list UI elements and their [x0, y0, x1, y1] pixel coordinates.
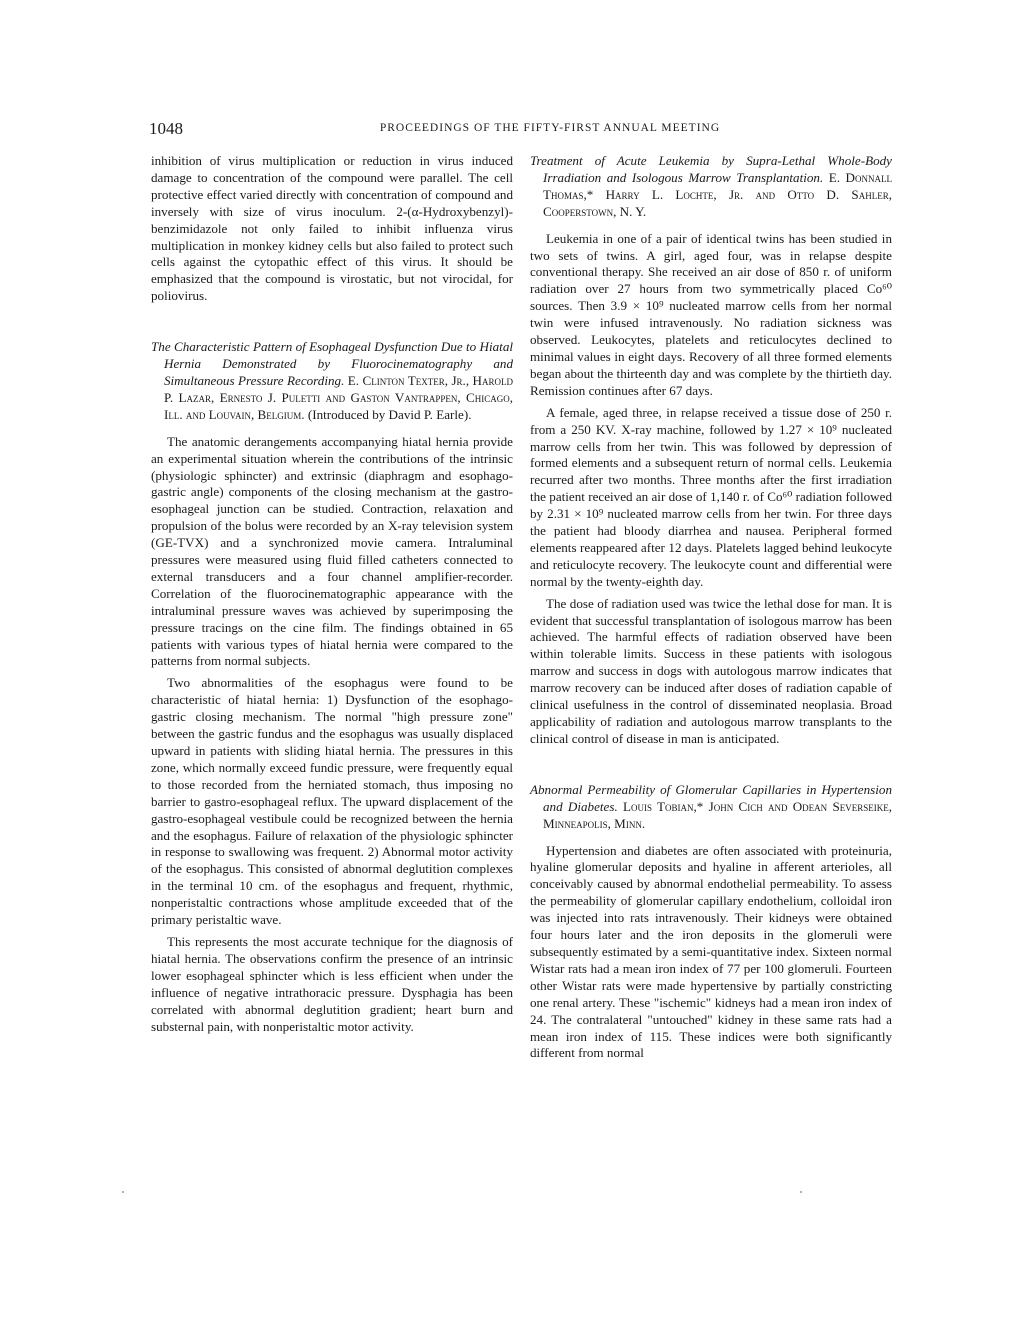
- scan-speck: [800, 1191, 802, 1193]
- right-column: [530, 153, 892, 1062]
- abstract-authors: E. Donnall Thomas,* Harry L. Lochte, Jr. and Otto D. Sahler, Cooperstown, N. Y.: [543, 169, 893, 219]
- abstract-title: Abnormal Permeability of Glomerular Capillaries in Hypertension and Diabetes.: [530, 781, 892, 814]
- body-paragraph: A female, aged three, in relapse received a tissue dose of 250 r. from a 250 KV. X-ray machine, followed by 1.27 × 10⁹ nucleated marrow cells from her twin. This was followed by depression of formed elements and a subsequent return of normal cells. Leukemia recurred after two months. Three months after the first irradiation the patient received an air dose of 1,140 r. of Co⁶⁰ radiation followed by 2.31 × 10⁹ nucleated marrow cells from her twin. For three days the patient had bloody diarrhea and nausea. Peripheral formed elements reappeared after 12 days. Platelets lagged behind leukocyte and reticulocyte recovery. The leukocyte count and differential were normal by the twenty-eighth day.: [530, 404, 892, 589]
- left-column: [151, 153, 513, 1035]
- body-paragraph: The dose of radiation used was twice the lethal dose for man. It is evident that successful transplantation of isologous marrow has been achieved. The harmful effects of radiation observed have been within tolerable limits. Success in these patients with isologous marrow and success in dogs with autologous marrow indicates that marrow recovery can be induced after doses of radiation capable of clinical usefulness in the control of disseminated neoplasia. Broad applicability of radiation and autologous marrow transplants to the clinical control of disease in man is anticipated.: [530, 595, 892, 746]
- body-paragraph: Leukemia in one of a pair of identical twins has been studied in two sets of twins. A girl, aged four, was in relapse despite conventional therapy. She received an air dose of 850 r. of uniform radiation over 27 hours from two symmetrically placed Co⁶⁰ sources. Then 3.9 × 10⁹ nucleated marrow cells from her normal twin were infused intravenously. No radiation sickness was observed. Leukocytes, platelets and reticulocytes declined to minimal values in eight days. Recovery of all three formed elements began about the thirteenth day and was complete by the thirtieth day. Remission continues after 67 days.: [530, 230, 892, 398]
- introduced-by: (Introduced by David P. Earle).: [307, 406, 472, 422]
- abstract-authors: E. Clinton Texter, Jr., Harold P. Lazar, Ernesto J. Puletti and Gaston Vantrappen, Chicago, Ill. and Louvain, Belgium.: [164, 372, 513, 422]
- abstract-heading-esophageal: [151, 339, 513, 424]
- intro-paragraph: inhibition of virus multiplication or reduction in virus induced damage to concentration of the compound were parallel. The cell protective effect varied directly with concentration of compound and inversely with size of virus inoculum. 2-(α-Hydroxybenzyl)-benzimidazole not only failed to inhibit influenza virus multiplication in monkey kidney cells but also failed to protect such cells against the cytopathic effect of this virus. It should be emphasized that the compound is virostatic, but not virocidal, for poliovirus.: [151, 153, 513, 304]
- scan-speck: [122, 1191, 124, 1193]
- abstract-title: The Characteristic Pattern of Esophageal Dysfunction Due to Hiatal Hernia Demonstrated by Fluorocinematography and Simultaneous Pressure Recording.: [151, 339, 513, 388]
- body-paragraph: This represents the most accurate technique for the diagnosis of hiatal hernia. The observations confirm the presence of an intrinsic lower esophageal sphincter which is less efficient when under the influence of negative intrathoracic pressure. Dysphagia has been correlated with abnormal deglutition gradient; heart burn and substernal pain, with nonperistaltic motor activity.: [151, 933, 513, 1034]
- body-paragraph: The anatomic derangements accompanying hiatal hernia provide an experimental situation wherein the contributions of the intrinsic (physiologic sphincter) and extrinsic (diaphragm and esophago-gastric angle) components of the closing mechanism at the gastro-esophageal junction can be studied. Contraction, relaxation and propulsion of the bolus were recorded by an X-ray television system (GE-TVX) and a synchronized movie camera. Intraluminal pressures were measured using fluid filled catheters connected to external transducers and a four channel amplifier-recorder. Correlation of the fluorocinematographic appearance with the intraluminal pressure waves was achieved by superimposing the pressure tracings on the cine film. The findings obtained in 65 patients with various types of hiatal hernia were compared to the patterns from normal subjects.: [151, 433, 513, 669]
- page-number: 1048: [149, 119, 183, 138]
- body-paragraph: Hypertension and diabetes are often associated with proteinuria, hyaline glomerular deposits and hyaline in afferent arterioles, all conceivably caused by abnormal endothelial permeability. To assess the permeability of glomerular capillary endothelium, colloidal iron was injected into rats intravenously. Their kidneys were obtained four hours later and the iron deposits in the glomeruli were subsequently estimated by a semi-quantitative index. Sixteen normal Wistar rats had a mean iron index of 77 per 100 glomeruli. Fourteen other Wistar rats were made hypertensive by partially constricting one renal artery. These "ischemic" kidneys had a mean iron index of 24. The contralateral "untouched" kidney in these same rats had a mean iron index of 115. These indices were both significantly different from normal: [530, 842, 892, 1061]
- abstract-authors: Louis Tobian,* John Cich and Odean Severseike, Minneapolis, Minn.: [543, 798, 892, 831]
- abstract-title: Treatment of Acute Leukemia by Supra-Lethal Whole-Body Irradiation and Isologous Marrow Transplantation.: [530, 153, 892, 185]
- body-paragraph: Two abnormalities of the esophagus were found to be characteristic of hiatal hernia: 1) Dysfunction of the esophago-gastric closing mechanism. The normal "high pressure zone" between the gastric fundus and the esophagus was usually displaced upward in patients with sliding hiatal hernia. The pressures in this zone, which normally exceed fundic pressure, were frequently equal to those recorded from the herniated stomach, thus imposing no barrier to gastro-esophageal reflux. The upward displacement of the gastro-esophageal vestibule could be recognized between the hernia and the esophagus. Failure of relaxation of the physiologic sphincter in response to swallowing was frequent. 2) Abnormal motor activity of the esophagus. This consisted of abnormal deglutition complexes in the terminal 10 cm. of the esophagus and frequent, rhythmic, nonperistaltic contractions whose amplitude exceeded that of the primary peristaltic wave.: [151, 675, 513, 928]
- running-head: PROCEEDINGS OF THE FIFTY-FIRST ANNUAL MEETING: [379, 122, 721, 134]
- abstract-heading-glomerular: [530, 782, 892, 833]
- abstract-heading-leukemia: [530, 153, 892, 221]
